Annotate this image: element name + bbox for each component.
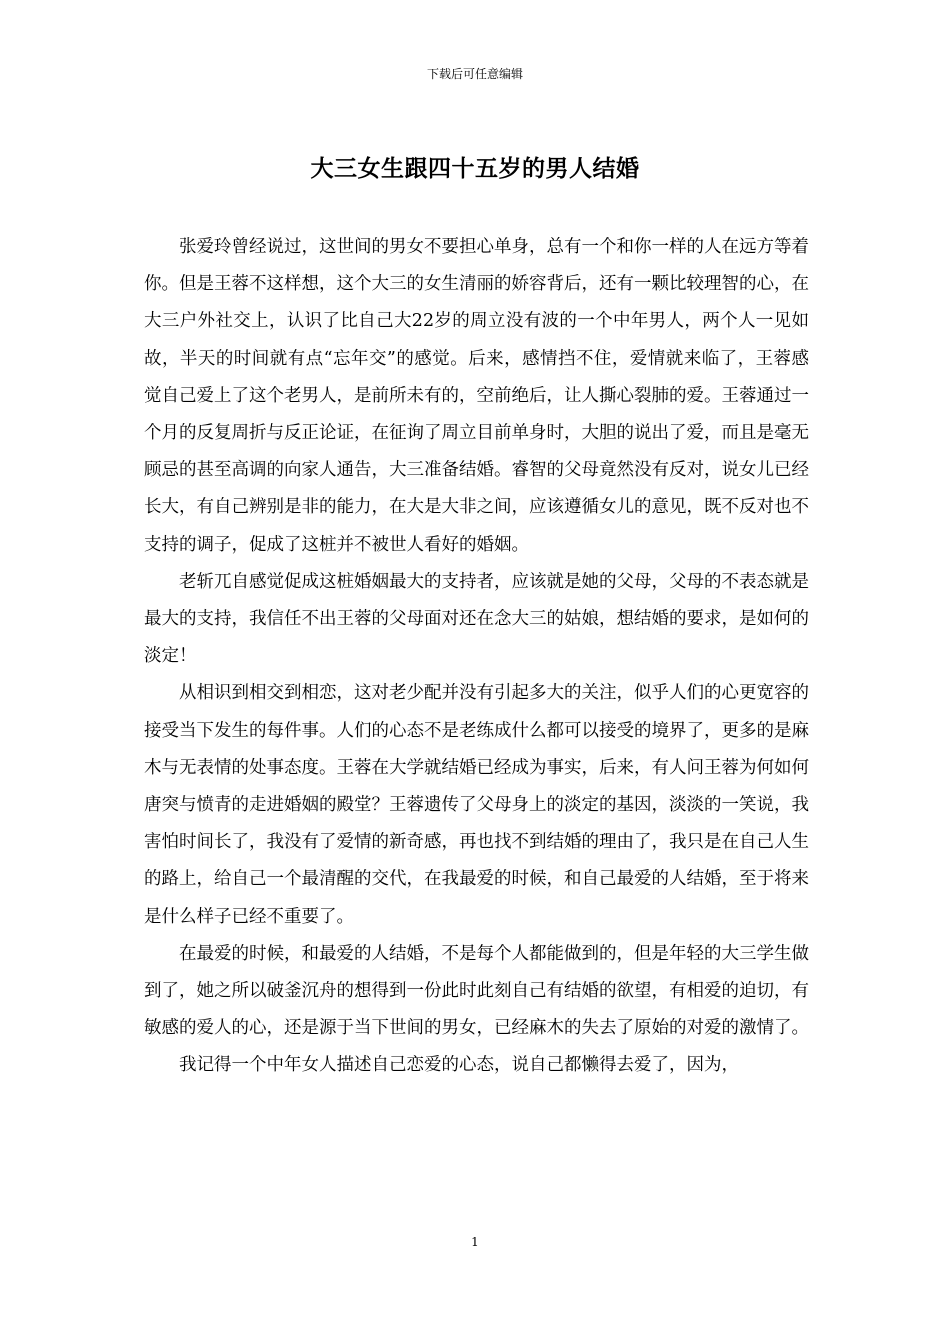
paragraph: 老斩兀自感觉促成这桩婚姻最大的支持者，应该就是她的父母，父母的不表态就是最大的支持，我信任不出王蓉的父母面对还在念大三的姑娘，想结婚的要求，是如何的淡定！ [144,571,809,667]
paragraph: 在最爱的时候，和最爱的人结婚，不是每个人都能做到的，但是年轻的大三学生做到了，她之所以破釜沉舟的想得到一份此时此刻自己有结婚的欲望，有相爱的迫切，有敏感的爱人的心，还是源于当下世间的男女，已经麻木的失去了原始的对爱的激情了。 [144,943,809,1039]
document-body [144,229,809,1085]
page-header: 下载后可任意编辑 [426,67,523,81]
paragraph: 张爱玲曾经说过，这世间的男女不要担心单身，总有一个和你一样的人在远方等着你。但是王蓉不这样想，这个大三的女生清丽的娇容背后，还有一颗比较理智的心，在大三户外社交上，认识了比自己大22岁的周立没有波的一个中年男人，两个人一见如故，半天的时间就有点“忘年交”的感觉。后来，感情挡不住，爱情就来临了，王蓉感觉自己爱上了这个老男人，是前所未有的，空前绝后，让人撕心裂肺的爱。王蓉通过一个月的反复周折与反正论证，在征询了周立目前单身时，大胆的说出了爱，而且是毫无顾忌的甚至高调的向家人通告，大三准备结婚。睿智的父母竟然没有反对，说女儿已经长大，有自己辨别是非的能力，在大是大非之间，应该遵循女儿的意见，既不反对也不支持的调子，促成了这桩并不被世人看好的婚姻。 [144,237,809,555]
document-title: 大三女生跟四十五岁的男人结婚 [310,155,640,182]
page-number: 1 [471,1235,479,1249]
paragraph: 我记得一个中年女人描述自己恋爱的心态，说自己都懒得去爱了，因为， [179,1055,739,1076]
paragraph: 从相识到相交到相恋，这对老少配并没有引起多大的关注，似乎人们的心更宽容的接受当下发生的每件事。人们的心态不是老练成什么都可以接受的境界了，更多的是麻木与无表情的处事态度。王蓉在大学就结婚已经成为事实，后来，有人问王蓉为何如何唐突与愤青的走进婚姻的殿堂？王蓉遗传了父母身上的淡定的基因，淡淡的一笑说，我害怕时间长了，我没有了爱情的新奇感，再也找不到结婚的理由了，我只是在自己人生的路上，给自己一个最清醒的交代，在我最爱的时候，和自己最爱的人结婚，至于将来是什么样子已经不重要了。 [144,683,809,927]
